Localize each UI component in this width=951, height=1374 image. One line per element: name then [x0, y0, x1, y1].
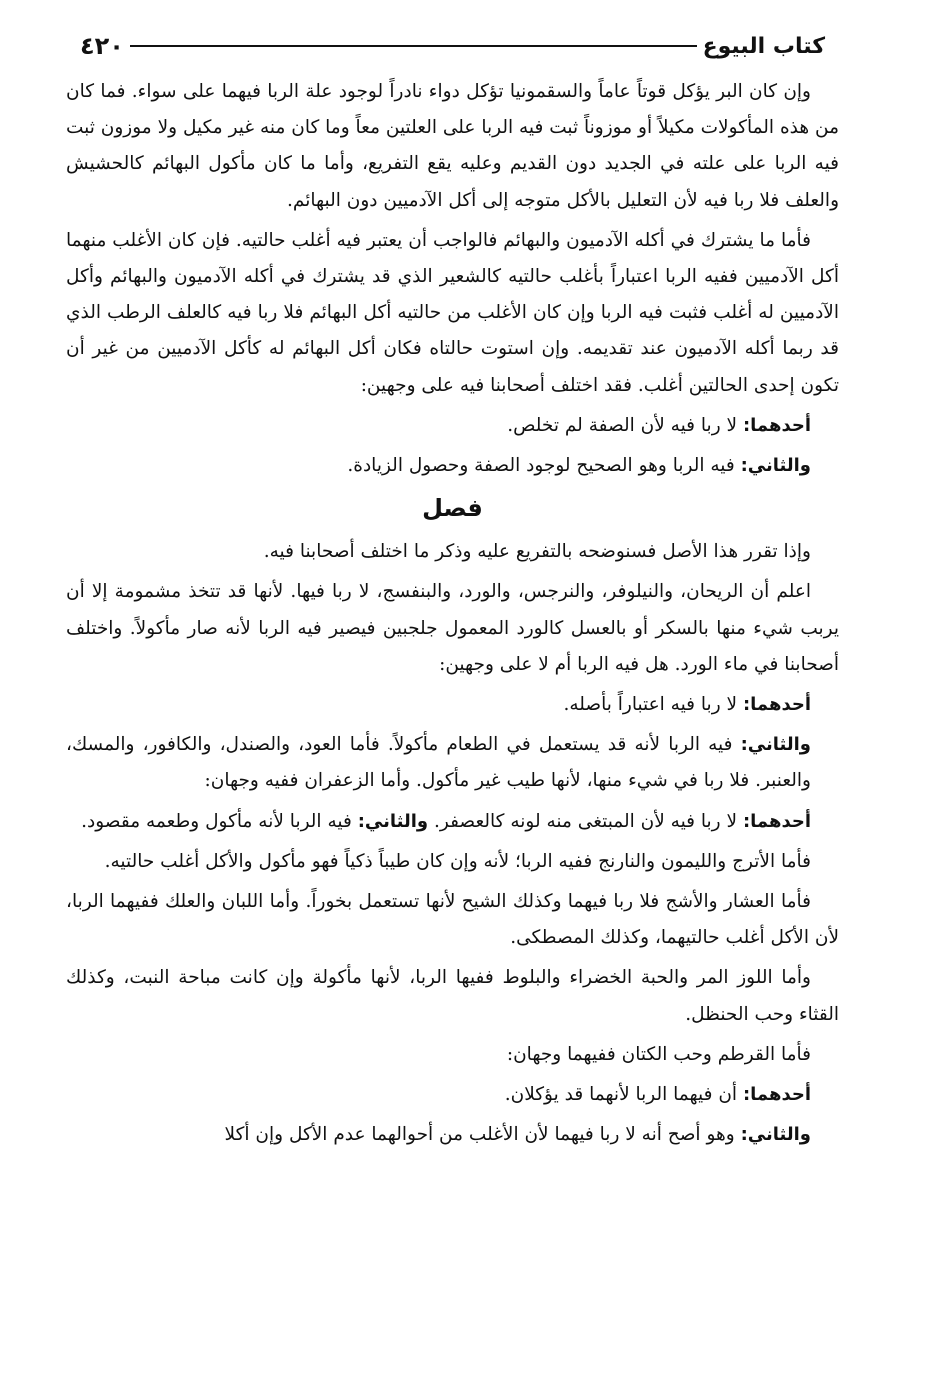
opinion-label: أحدهما:	[742, 694, 811, 716]
opinion-label: أحدهما:	[742, 414, 811, 436]
opinion-text: فيه الربا لأنه قد يستعمل في الطعام مأكولاً. فأما العود، والصندل، والكافور، والمسك، والعنبر. فلا ربا في شيء منها، لأنها طيب غير مأكول. وأما الزعفران ففيه وجهان:	[66, 734, 811, 792]
opinion-item	[66, 727, 839, 799]
opinion-label: والثاني:	[740, 734, 811, 756]
opinion-item	[66, 408, 839, 444]
opinion-item	[66, 1077, 839, 1113]
opinion-label: أحدهما:	[742, 810, 811, 832]
page-number: ٤٢٠	[80, 32, 124, 60]
paragraph: فأما ما يشترك في أكله الآدميون والبهائم فالواجب أن يعتبر فيه أغلب حالتيه. فإن كان الأغلب منهما أكل الآدميين ففيه الربا اعتباراً بأغلب حالتيه كالشعير الذي قد يشترك في أكله الآدميون والبهائم وأكل الآدميين له أغلب فثبت فيه الربا وإن كان الأغلب من حالتيه أكل البهائم فلا ربا فيه كالعلف الرطب الذي قد ربما أكله الآدميون عند تقديمه. وإن استوت حالتاه فكان أكل البهائم له كأكل الآدميين من غير أن تكون إحدى الحالتين أغلب. فقد اختلف أصحابنا فيه على وجهين:	[66, 229, 839, 396]
opinion-item	[66, 804, 839, 840]
opinion-label: والثاني:	[740, 1124, 811, 1146]
paragraph: فأما القرطم وحب الكتان ففيهما وجهان:	[506, 1043, 811, 1065]
opinion-label: أحدهما:	[742, 1084, 811, 1106]
running-title: كتاب البيوع	[702, 33, 825, 59]
page-body	[66, 74, 839, 1157]
opinion-text: أن فيهما الربا لأنهما قد يؤكلان.	[504, 1084, 738, 1106]
opinion-text: لا ربا فيه لأن المبتغى منه لونه كالعصفر.	[433, 810, 738, 832]
paragraph: وإن كان البر يؤكل قوتاً عاماً والسقمونيا تؤكل دواء نادراً لوجود علة الربا فيهما على سواء. فما كان من هذه المأكولات مكيلاً أو موزوناً ثبت فيه الربا على العلتين معاً وما كان منه غير مكيل ولا موزون ثبت فيه الربا على علته في الجديد دون القديم وعليه يقع التفريع، وأما ما كان مأكول البهائم كالحشيش والعلف فلا ربا فيه لأن التعليل بالأكل متوجه إلى أكل الآدميين دون البهائم.	[66, 81, 839, 211]
opinion-text: وهو أصح أنه لا ربا فيهما لأن الأغلب من أحوالهما عدم الأكل وإن أكلا	[224, 1124, 735, 1146]
opinion-label: والثاني:	[357, 810, 429, 832]
paragraph: اعلم أن الريحان، والنيلوفر، والنرجس، والورد، والبنفسج، لا ربا فيها. لأنها قد تتخذ مشمومة إلا أن يربب شيء منها بالسكر أو بالعسل كالورد المعمول جلجبين فيصير فيه الربا لأنه صار مأكولاً. واختلف أصحابنا في ماء الورد. هل فيه الربا أم لا على وجهين:	[66, 581, 839, 675]
opinion-label: والثاني:	[740, 455, 811, 477]
opinion-text: لا ربا فيه اعتباراً بأصله.	[563, 694, 738, 716]
opinion-text: فيه الربا لأنه مأكول وطعمه مقصود.	[81, 810, 352, 832]
paragraph: فأما الأترج والليمون والنارنج ففيه الربا؛ لأنه وإن كان طيباً ذكياً فهو مأكول والأكل أغلب حالتيه.	[104, 850, 811, 872]
section-heading: فصل	[422, 494, 483, 523]
header-rule	[130, 45, 697, 47]
opinion-text: فيه الربا وهو الصحيح لوجود الصفة وحصول الزيادة.	[347, 455, 735, 477]
opinion-text: لا ربا فيه لأن الصفة لم تخلص.	[507, 414, 738, 436]
opinion-item	[66, 448, 839, 484]
paragraph: وأما اللوز المر والحبة الخضراء والبلوط ففيها الربا، لأنها مأكولة وإن كانت مباحة النبت، وكذلك القثاء وحب الحنظل.	[66, 967, 839, 1025]
paragraph: وإذا تقرر هذا الأصل فسنوضحه بالتفريع عليه وذكر ما اختلف أصحابنا فيه.	[263, 541, 811, 563]
opinion-item	[66, 687, 839, 723]
page-header	[66, 26, 839, 66]
paragraph: فأما العشار والأشج فلا ربا فيهما وكذلك الشيح لأنها تستعمل بخوراً. وأما اللبان والعلك ففيهما الربا، لأن الأكل أغلب حالتيهما، وكذلك المصطكى.	[66, 891, 839, 949]
opinion-item	[66, 1117, 839, 1153]
